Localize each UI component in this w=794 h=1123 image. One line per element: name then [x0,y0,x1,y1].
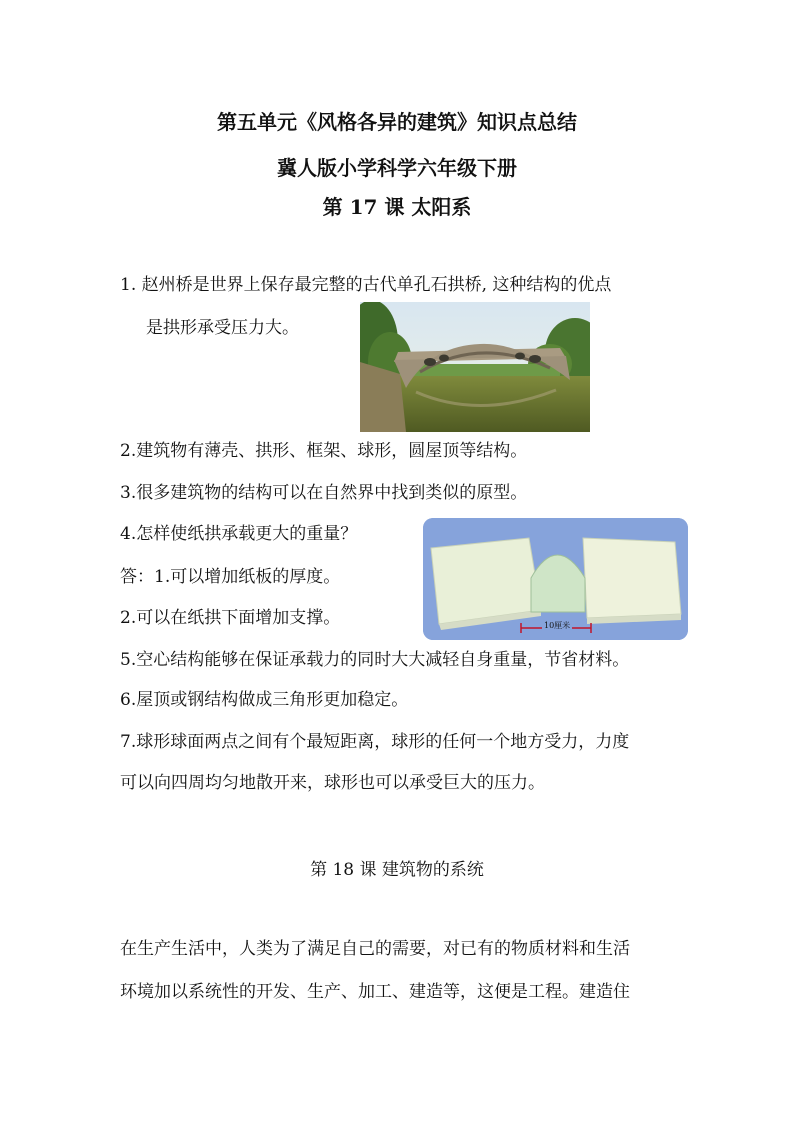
paragraph-line-2: 环境加以系统性的开发、生产、加工、建造等，这便是工程。建造住 [120,982,630,1002]
item-6: 6.屋顶或钢结构做成三角形更加稳定。 [120,690,409,710]
lesson-17-heading: 第 17 课 太阳系 [322,195,472,219]
paper-arch-width-label: 10厘米 [544,621,571,630]
answer-1: 答：1.可以增加纸板的厚度。 [120,567,341,587]
answer-2: 2.可以在纸拱下面增加支撑。 [120,608,341,628]
item-3: 3.很多建筑物的结构可以在自然界中找到类似的原型。 [120,483,528,503]
page-title: 第五单元《风格各异的建筑》知识点总结 [217,110,577,134]
paper-arch-photo [423,518,688,640]
item-1-line-1: 1. 赵州桥是世界上保存最完整的古代单孔石拱桥, 这种结构的优点 [120,275,612,295]
item-5: 5.空心结构能够在保证承载力的同时大大减轻自身重量，节省材料。 [120,650,630,670]
item-7-line-1: 7.球形球面两点之间有个最短距离，球形的任何一个地方受力，力度 [120,732,630,752]
zhaozhou-bridge-photo [360,302,590,432]
item-1-line-2: 是拱形承受压力大。 [146,318,299,338]
lesson-18-heading: 第 18 课 建筑物的系统 [310,860,484,880]
paragraph-line-1: 在生产生活中，人类为了满足自己的需要，对已有的物质材料和生活 [120,939,630,959]
item-4: 4.怎样使纸拱承载更大的重量？ [120,524,358,544]
page-subtitle: 冀人版小学科学六年级下册 [277,156,517,180]
item-2: 2.建筑物有薄壳、拱形、框架、球形，圆屋顶等结构。 [120,441,528,461]
item-7-line-2: 可以向四周均匀地散开来，球形也可以承受巨大的压力。 [120,773,545,793]
